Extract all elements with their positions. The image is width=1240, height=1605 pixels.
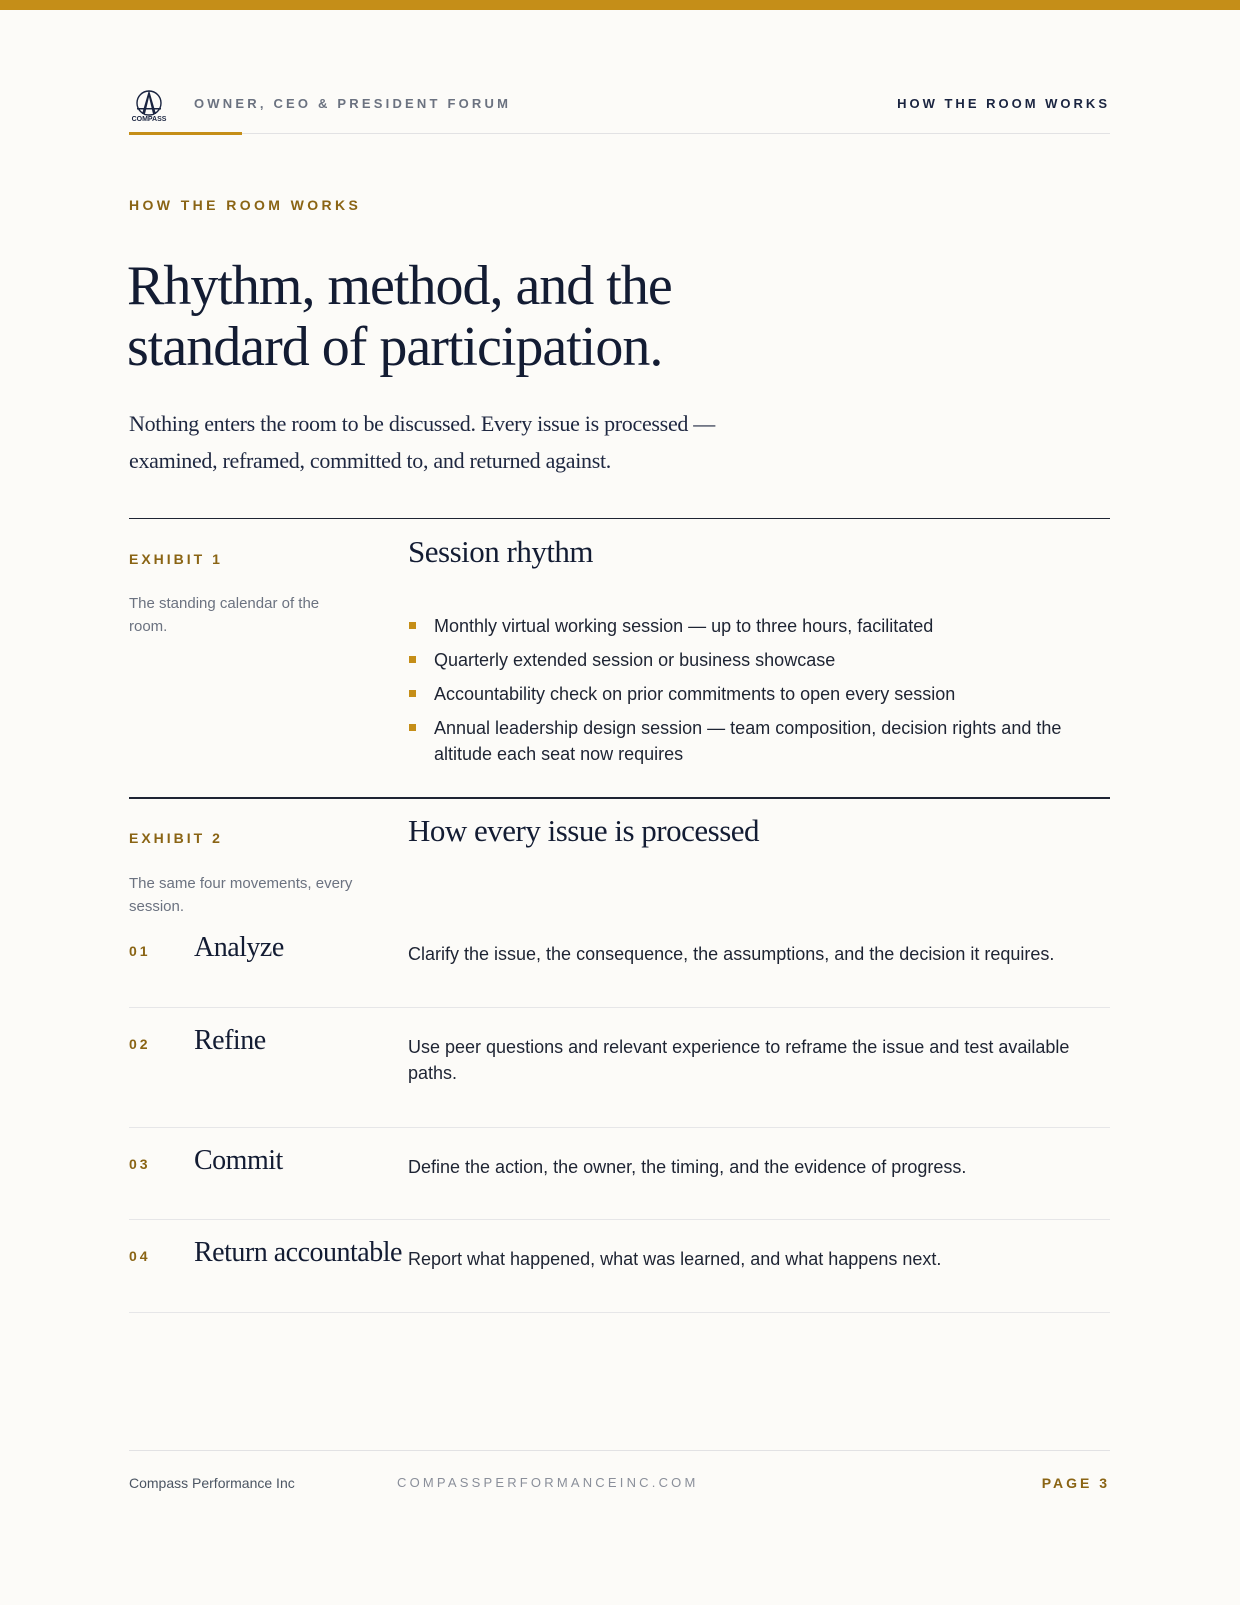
process-step xyxy=(129,1128,1110,1220)
list-item xyxy=(408,715,1108,767)
list-item-text: Monthly virtual working session — up to three hours, facilitated xyxy=(434,616,934,636)
title-line-1: Rhythm, method, and the xyxy=(127,255,672,317)
hero-eyebrow: HOW THE ROOM WORKS xyxy=(129,197,362,213)
square-bullet-icon xyxy=(409,724,416,731)
page-title xyxy=(127,256,827,378)
process-step xyxy=(129,1220,1110,1313)
forum-name: OWNER, CEO & PRESIDENT FORUM xyxy=(194,96,512,111)
hero-lede: Nothing enters the room to be discussed. Every issue is processed — examined, reframed, committed to, and returned against. xyxy=(129,411,716,473)
compass-logo xyxy=(129,88,169,124)
footer-website-link[interactable]: COMPASSPERFORMANCEINC.COM xyxy=(397,1475,699,1490)
square-bullet-icon xyxy=(409,656,416,663)
step-description: Clarify the issue, the consequence, the assumptions, and the decision it requires. xyxy=(408,944,1055,964)
page-number: PAGE 3 xyxy=(1041,1475,1110,1491)
exhibit-2-divider xyxy=(129,797,1110,799)
logo-wordmark: COMPASS xyxy=(131,116,167,123)
square-bullet-icon xyxy=(409,690,416,697)
compass-tower-icon xyxy=(129,88,169,118)
process-steps xyxy=(129,915,1110,1313)
exhibit-2-label: EXHIBIT 2 xyxy=(129,830,223,846)
step-number: 04 xyxy=(129,1248,151,1264)
step-name: Return accountable xyxy=(194,1237,402,1268)
header-accent-underline xyxy=(129,132,242,135)
list-item xyxy=(408,647,1108,673)
session-rhythm-list xyxy=(408,613,1108,775)
title-line-2: standard of participation. xyxy=(127,316,663,378)
list-item-text: Accountability check on prior commitments to open every session xyxy=(434,684,956,704)
step-description: Report what happened, what was learned, and what happens next. xyxy=(408,1249,942,1269)
step-number: 02 xyxy=(129,1036,151,1052)
page-header xyxy=(129,86,1110,134)
process-step xyxy=(129,915,1110,1008)
step-number: 01 xyxy=(129,943,151,959)
step-description: Define the action, the owner, the timing, and the evidence of progress. xyxy=(408,1157,967,1177)
top-accent-bar xyxy=(0,0,1240,10)
footer-company: Compass Performance Inc xyxy=(129,1475,295,1491)
step-name: Commit xyxy=(194,1145,283,1176)
list-item xyxy=(408,681,1108,707)
step-name: Refine xyxy=(194,1025,266,1056)
step-name: Analyze xyxy=(194,932,284,963)
exhibit-1-label: EXHIBIT 1 xyxy=(129,551,223,567)
list-item-text: Quarterly extended session or business showcase xyxy=(434,650,836,670)
exhibit-2-title: How every issue is processed xyxy=(408,813,760,848)
exhibit-1-note: The standing calendar of the room. xyxy=(129,595,320,635)
exhibit-1-title: Session rhythm xyxy=(408,534,594,569)
header-section-label: HOW THE ROOM WORKS xyxy=(897,96,1110,111)
square-bullet-icon xyxy=(409,622,416,629)
list-item-text: Annual leadership design session — team composition, decision rights and the altitude each seat now requires xyxy=(434,718,1062,764)
process-step xyxy=(129,1008,1110,1128)
step-number: 03 xyxy=(129,1156,151,1172)
header-divider xyxy=(129,133,1110,134)
footer-divider xyxy=(129,1450,1110,1451)
list-item xyxy=(408,613,1108,639)
exhibit-2-note: The same four movements, every session. xyxy=(129,875,353,915)
exhibit-1-divider xyxy=(129,518,1110,519)
step-description: Use peer questions and relevant experience to reframe the issue and test available paths. xyxy=(408,1037,1070,1083)
